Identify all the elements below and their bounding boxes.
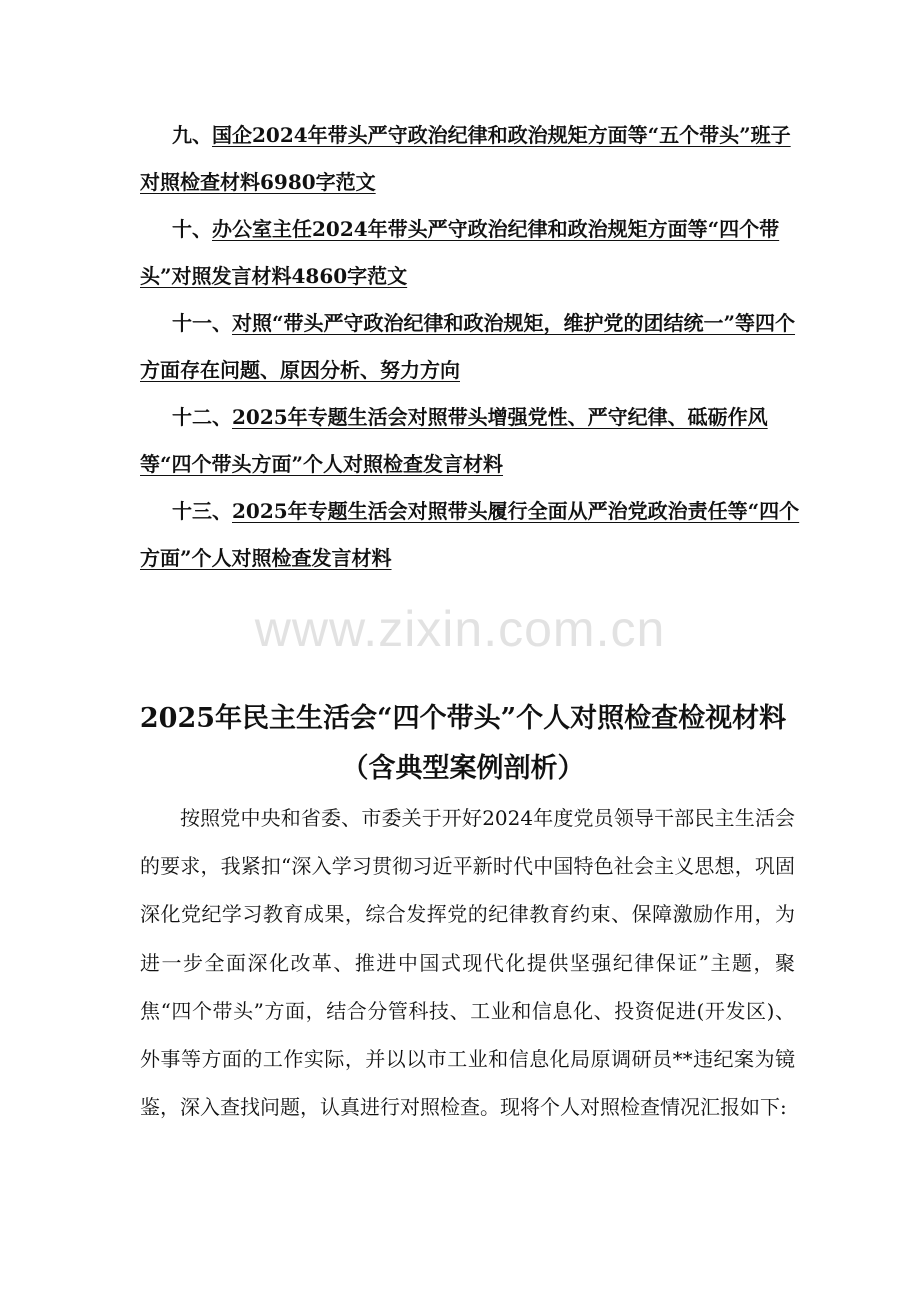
toc-link[interactable]: 2025年专题生活会对照带头增强党性、严守纪律、砥砺作风等“四个带头方面”个人对照检查发言材料 [140,405,768,476]
toc-number: 十一、 [172,311,232,335]
toc-number: 九、 [172,123,212,147]
toc-number: 十、 [172,217,212,241]
toc-number: 十二、 [172,405,232,429]
toc-item-9 [140,112,800,206]
toc-link[interactable]: 办公室主任2024年带头严守政治纪律和政治规矩方面等“四个带头”对照发言材料4860字范文 [140,217,780,288]
toc-link[interactable]: 2025年专题生活会对照带头履行全面从严治党政治责任等“四个方面”个人对照检查发言材料 [140,499,800,570]
toc-link[interactable]: 对照“带头严守政治纪律和政治规矩，维护党的团结统一”等四个方面存在问题、原因分析、努力方向 [140,311,796,382]
toc-item-13 [140,488,800,582]
table-of-contents [140,112,800,582]
document-body-paragraph: 按照党中央和省委、市委关于开好2024年度党员领导干部民主生活会的要求，我紧扣“深入学习贯彻习近平新时代中国特色社会主义思想，巩固深化党纪学习教育成果，综合发挥党的纪律教育约束、保障激励作用，为进一步全面深化改革、推进中国式现代化提供坚强纪律保证”主题，聚焦“四个带头”方面，结合分管科技、工业和信息化、投资促进(开发区)、外事等方面的工作实际，并以以市工业和信息化局原调研员**违纪案为镜鉴，深入查找问题，认真进行对照检查。现将个人对照检查情况汇报如下: [140,806,795,1120]
toc-number: 十三、 [172,499,232,523]
toc-item-12 [140,394,800,488]
toc-link[interactable]: 国企2024年带头严守政治纪律和政治规矩方面等“五个带头”班子对照检查材料6980字范文 [140,123,791,194]
toc-item-11 [140,300,800,394]
toc-item-10 [140,206,800,300]
document-title: 2025年民主生活会“四个带头”个人对照检查检视材料（含典型案例剖析） [139,703,787,784]
watermark: www.zixin.com.cn [254,601,666,657]
